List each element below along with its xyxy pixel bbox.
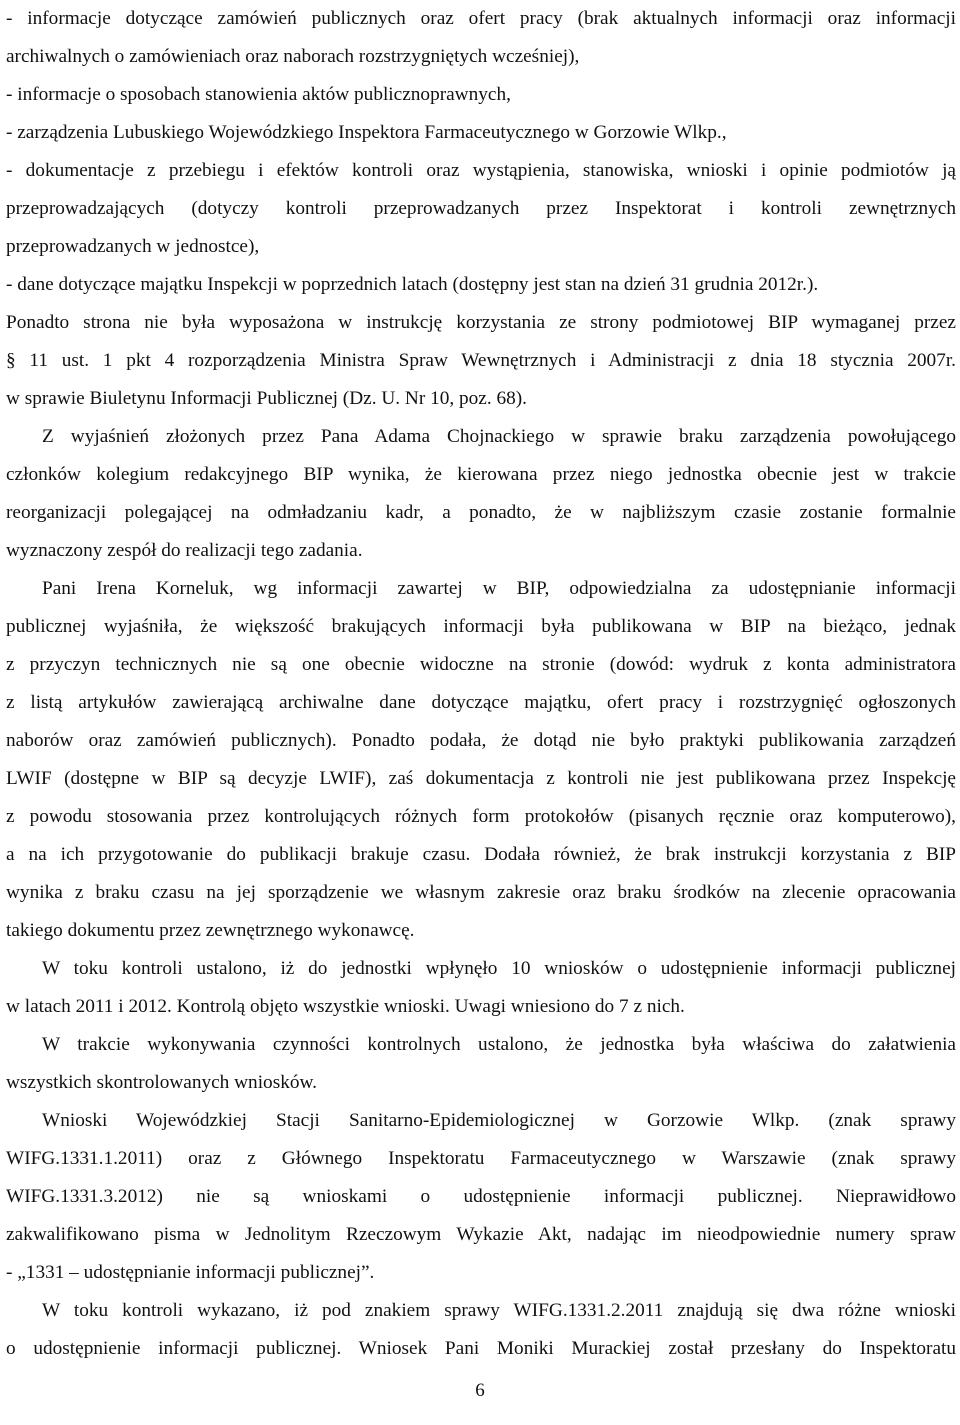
text-line: LWIF (dostępne w BIP są decyzje LWIF), zaś dokumentacja z kontroli nie jest publikowana przez Inspekcję xyxy=(6,768,956,789)
text-line: Pani Irena Korneluk, wg informacji zawartej w BIP, odpowiedzialna za udostępnianie informacji xyxy=(42,578,956,599)
text-line: wynika z braku czasu na jej sporządzenie we własnym zakresie oraz braku środków na zlecenie opracowania xyxy=(6,882,956,903)
text-line: w sprawie Biuletynu Informacji Publicznej (Dz. U. Nr 10, poz. 68). xyxy=(6,388,527,409)
text-line: WIFG.1331.1.2011) oraz z Głównego Inspektoratu Farmaceutycznego w Warszawie (znak sprawy xyxy=(6,1148,956,1169)
page-number: 6 xyxy=(475,1380,485,1401)
text-line: - informacje dotyczące zamówień publicznych oraz ofert pracy (brak aktualnych informacji oraz informacji xyxy=(6,8,956,29)
text-line: Ponadto strona nie była wyposażona w instrukcję korzystania ze strony podmiotowej BIP wymaganej przez xyxy=(6,312,956,333)
text-line: w latach 2011 i 2012. Kontrolą objęto wszystkie wnioski. Uwagi wniesiono do 7 z nich. xyxy=(6,996,685,1017)
text-line: - zarządzenia Lubuskiego Wojewódzkiego Inspektora Farmaceutycznego w Gorzowie Wlkp., xyxy=(6,122,727,143)
text-line: Z wyjaśnień złożonych przez Pana Adama Chojnackiego w sprawie braku zarządzenia powołującego xyxy=(42,426,956,447)
text-line: o udostępnienie informacji publicznej. Wniosek Pani Moniki Murackiej został przesłany do Inspektoratu xyxy=(6,1338,956,1359)
text-line: naborów oraz zamówień publicznych). Ponadto podała, że dotąd nie było praktyki publikowania zarządzeń xyxy=(6,730,956,751)
text-line: - dokumentacje z przebiegu i efektów kontroli oraz wystąpienia, stanowiska, wnioski i opinie podmiotów ją xyxy=(6,160,956,181)
text-line: W toku kontroli ustalono, iż do jednostki wpłynęło 10 wniosków o udostępnienie informacji publicznej xyxy=(42,958,956,979)
text-line: takiego dokumentu przez zewnętrznego wykonawcę. xyxy=(6,920,415,941)
text-line: wszystkich skontrolowanych wniosków. xyxy=(6,1072,317,1093)
text-line: wyznaczony zespół do realizacji tego zadania. xyxy=(6,540,363,561)
text-line: z listą artykułów zawierającą archiwalne dane dotyczące majątku, ofert pracy i rozstrzygnięć ogłoszonych xyxy=(6,692,956,713)
text-line: archiwalnych o zamówieniach oraz naborach rozstrzygniętych wcześniej), xyxy=(6,46,580,67)
text-line: - dane dotyczące majątku Inspekcji w poprzednich latach (dostępny jest stan na dzień 31 grudnia 2012r.). xyxy=(6,274,819,295)
text-line: W trakcie wykonywania czynności kontrolnych ustalono, że jednostka była właściwa do załatwienia xyxy=(42,1034,956,1055)
text-line: publicznej wyjaśniła, że większość brakujących informacji była publikowana w BIP na bieżąco, jednak xyxy=(6,616,956,637)
text-line: przeprowadzających (dotyczy kontroli przeprowadzanych przez Inspektorat i kontroli zewnętrznych xyxy=(6,198,956,219)
text-line: z przyczyn technicznych nie są one obecnie widoczne na stronie (dowód: wydruk z konta administratora xyxy=(6,654,956,675)
text-line: W toku kontroli wykazano, iż pod znakiem sprawy WIFG.1331.2.2011 znajdują się dwa różne wnioski xyxy=(42,1300,956,1321)
text-line: przeprowadzanych w jednostce), xyxy=(6,236,260,257)
document-body xyxy=(6,0,956,1368)
text-line: zakwalifikowano pisma w Jednolitym Rzeczowym Wykazie Akt, nadając im nieodpowiednie numery spraw xyxy=(6,1224,956,1245)
text-line: WIFG.1331.3.2012) nie są wnioskami o udostępnienie informacji publicznej. Nieprawidłowo xyxy=(6,1186,956,1207)
text-line: - „1331 – udostępnianie informacji publicznej”. xyxy=(6,1262,375,1283)
text-line: reorganizacji polegającej na odmładzaniu kadr, a ponadto, że w najbliższym czasie zostanie formalnie xyxy=(6,502,956,523)
text-line: Wnioski Wojewódzkiej Stacji Sanitarno-Epidemiologicznej w Gorzowie Wlkp. (znak sprawy xyxy=(42,1110,956,1131)
text-line: z powodu stosowania przez kontrolujących różnych form protokołów (pisanych ręcznie oraz komputerowo), xyxy=(6,806,956,827)
text-line: członków kolegium redakcyjnego BIP wynika, że kierowana przez niego jednostka obecnie jest w trakcie xyxy=(6,464,956,485)
text-line: - informacje o sposobach stanowienia aktów publicznoprawnych, xyxy=(6,84,511,105)
text-line: a na ich przygotowanie do publikacji brakuje czasu. Dodała również, że brak instrukcji korzystania z BIP xyxy=(6,844,956,865)
text-line: § 11 ust. 1 pkt 4 rozporządzenia Ministra Spraw Wewnętrznych i Administracji z dnia 18 stycznia 2007r. xyxy=(6,350,956,371)
